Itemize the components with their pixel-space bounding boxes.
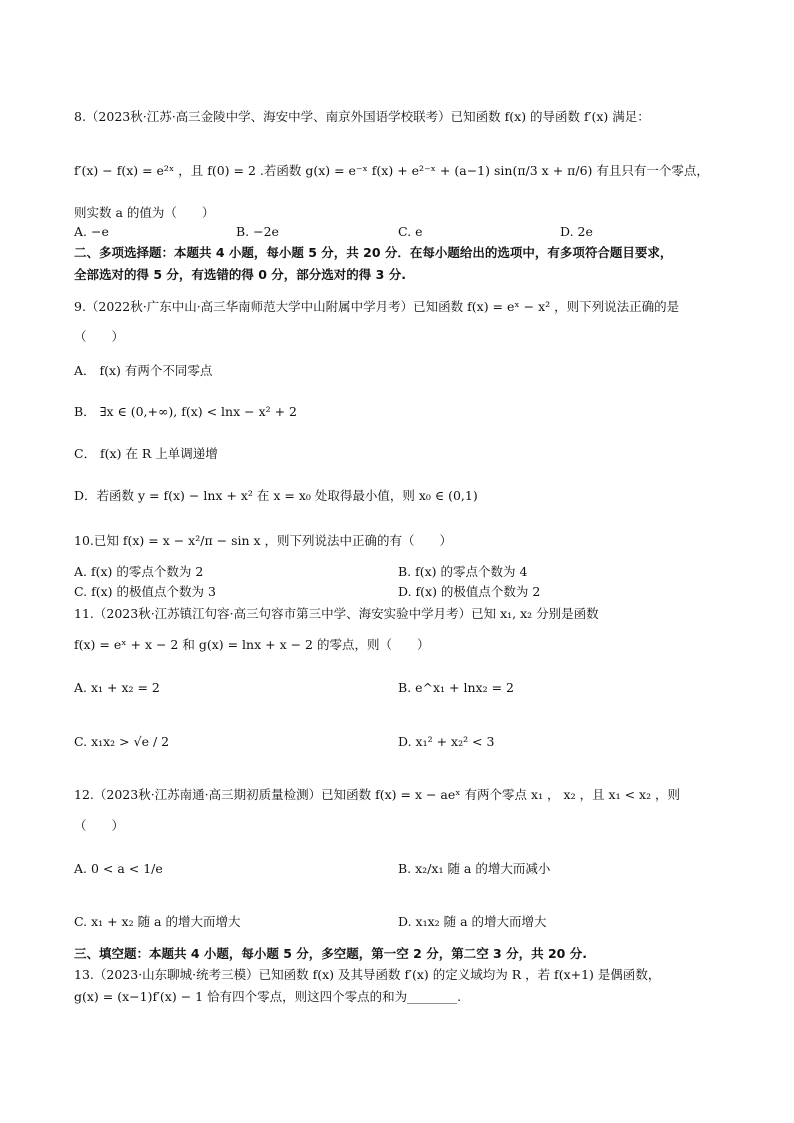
q11-option-c: C. x₁x₂ > √e / 2	[74, 734, 170, 749]
q8-option-c: C. e	[398, 224, 423, 239]
q8-option-a: A. −e	[74, 224, 109, 239]
q12-stem-line1: 12.（2023秋·江苏南通·高三期初质量检测）已知函数 f(x) = x − aeˣ 有两个零点 x₁ ， x₂ ，且 x₁ < x₂ ，则	[74, 787, 681, 802]
q9-option-c: C． f(x) 在 R 上单调递增	[74, 446, 218, 461]
q11-stem-line2: f(x) = eˣ + x − 2 和 g(x) = lnx + x − 2 的零点，则（ ）	[74, 637, 430, 652]
q9-option-b: B． ∃x ∈ (0,+∞), f(x) < lnx − x² + 2	[74, 404, 298, 419]
q8-option-d: D. 2e	[560, 224, 593, 239]
q12-option-c: C. x₁ + x₂ 随 a 的增大而增大	[74, 914, 241, 929]
q10-option-c: C. f(x) 的极值点个数为 3	[74, 584, 216, 599]
q8-option-b: B. −2e	[236, 224, 279, 239]
q12-option-d: D. x₁x₂ 随 a 的增大而增大	[398, 914, 547, 929]
q8-stem-line2: f′(x) − f(x) = e²ˣ ，且 f(0) = 2 .若函数 g(x) = e⁻ˣ f(x) + e²⁻ˣ + (a−1) sin(π/3 x + π/6) 有且只有一个零点，	[74, 163, 709, 178]
q10-option-d: D. f(x) 的极值点个数为 2	[398, 584, 541, 599]
q10-stem: 10.已知 f(x) = x − x²/π − sin x ，则下列说法中正确的有（ ）	[74, 533, 453, 548]
section2-heading-line1: 二、多项选择题：本题共 4 小题，每小题 5 分，共 20 分．在每小题给出的选项中，有多项符合题目要求，	[74, 245, 673, 260]
q8-stem-line3: 则实数 a 的值为（ ）	[74, 205, 215, 220]
q10-option-b: B. f(x) 的零点个数为 4	[398, 564, 528, 579]
q12-option-a: A. 0 < a < 1/e	[74, 861, 163, 876]
q13-stem-line2: g(x) = (x−1)f′(x) − 1 恰有四个零点，则这四个零点的和为________.	[74, 989, 462, 1004]
section3-heading: 三、填空题：本题共 4 小题，每小题 5 分，多空题，第一空 2 分，第二空 3 分，共 20 分.	[74, 946, 587, 961]
section2-heading-line2: 全部选对的得 5 分，有选错的得 0 分，部分选对的得 3 分.	[74, 267, 406, 282]
q12-stem-line2: （ ）	[74, 818, 125, 833]
q9-option-d: D．若函数 y = f(x) − lnx + x² 在 x = x₀ 处取得最小值，则 x₀ ∈ (0,1)	[74, 488, 478, 503]
q11-option-b: B. e^x₁ + lnx₂ = 2	[398, 680, 514, 695]
q11-option-a: A. x₁ + x₂ = 2	[74, 680, 160, 695]
q10-option-a: A. f(x) 的零点个数为 2	[74, 564, 204, 579]
q9-stem-line1: 9.（2022秋·广东中山·高三华南师范大学中山附属中学月考）已知函数 f(x) = eˣ − x² ，则下列说法正确的是	[74, 299, 680, 314]
q12-option-b: B. x₂/x₁ 随 a 的增大而减小	[398, 861, 551, 876]
q8-stem-line1: 8.（2023秋·江苏·高三金陵中学、海安中学、南京外国语学校联考）已知函数 f(x) 的导函数 f′(x) 满足：	[74, 109, 650, 124]
q9-option-a: A． f(x) 有两个不同零点	[74, 363, 213, 378]
q11-option-d: D. x₁² + x₂² < 3	[398, 734, 495, 749]
q9-stem-line2: （ ）	[74, 329, 125, 344]
q13-stem-line1: 13.（2023·山东聊城·统考三模）已知函数 f(x) 及其导函数 f′(x) 的定义域均为 R ，若 f(x+1) 是偶函数，	[74, 967, 661, 982]
q11-stem-line1: 11.（2023秋·江苏镇江句容·高三句容市第三中学、海安实验中学月考）已知 x₁, x₂ 分别是函数	[74, 606, 599, 621]
